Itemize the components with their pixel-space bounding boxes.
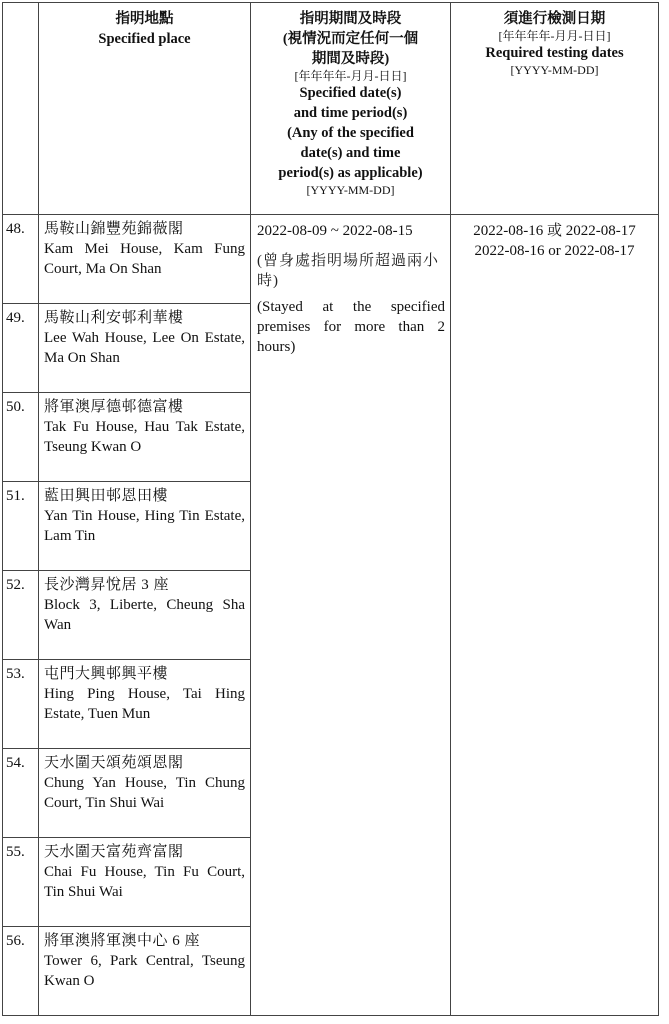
place-cell bbox=[39, 393, 251, 482]
table-row bbox=[3, 215, 659, 304]
header-testing bbox=[451, 3, 659, 215]
place-cell bbox=[39, 749, 251, 838]
row-number: 51. bbox=[3, 482, 39, 571]
row-number: 48. bbox=[3, 215, 39, 304]
testing-cell bbox=[451, 215, 659, 1016]
place-cell bbox=[39, 927, 251, 1016]
place-name-zh: 馬鞍山錦豐苑錦薇閣 bbox=[44, 221, 184, 237]
period-note-en: (Stayed at the specified premises for more than 2 hours) bbox=[257, 299, 445, 355]
header-number-column bbox=[3, 3, 39, 215]
header-testing-en: Required testing dates bbox=[485, 45, 624, 61]
header-period-en-4: date(s) and time bbox=[300, 145, 401, 161]
header-period-en-5: period(s) as applicable) bbox=[278, 165, 423, 181]
period-cell bbox=[251, 215, 451, 1016]
place-name-en: Yan Tin House, Hing Tin Estate, Lam Tin bbox=[44, 508, 245, 544]
header-period-format-en: [YYYY-MM-DD] bbox=[306, 183, 395, 197]
table-header-row bbox=[3, 3, 659, 215]
place-name-zh: 天水圍天富苑齊富閣 bbox=[44, 844, 184, 860]
header-testing-format-en: [YYYY-MM-DD] bbox=[510, 63, 599, 77]
row-number: 49. bbox=[3, 304, 39, 393]
place-name-en: Tower 6, Park Central, Tseung Kwan O bbox=[44, 953, 245, 989]
header-period-en-1: Specified date(s) bbox=[299, 85, 402, 101]
row-number: 55. bbox=[3, 838, 39, 927]
header-period-zh-1: 指明期間及時段 bbox=[299, 11, 402, 27]
place-name-en: Chung Yan House, Tin Chung Court, Tin Shui Wai bbox=[44, 775, 245, 811]
place-name-zh: 屯門大興邨興平樓 bbox=[44, 666, 169, 682]
testing-dates-en: 2022-08-16 or 2022-08-17 bbox=[474, 243, 635, 259]
place-name-en: Hing Ping House, Tai Hing Estate, Tuen Mun bbox=[44, 686, 245, 722]
header-period-format-zh: [年年年年-月月-日日] bbox=[294, 69, 407, 83]
place-name-zh: 將軍澳厚德邨德富樓 bbox=[44, 399, 184, 415]
row-number: 52. bbox=[3, 571, 39, 660]
place-name-en: Chai Fu House, Tin Fu Court, Tin Shui Wai bbox=[44, 864, 245, 900]
place-name-zh: 馬鞍山利安邨利華樓 bbox=[44, 310, 184, 326]
place-cell bbox=[39, 838, 251, 927]
header-period-zh-2: (視情況而定任何一個 bbox=[282, 31, 419, 47]
header-period bbox=[251, 3, 451, 215]
row-number: 54. bbox=[3, 749, 39, 838]
place-cell bbox=[39, 571, 251, 660]
place-cell bbox=[39, 482, 251, 571]
header-testing-format-zh: [年年年年-月月-日日] bbox=[498, 29, 611, 43]
place-name-en: Lee Wah House, Lee On Estate, Ma On Shan bbox=[44, 330, 245, 366]
place-name-en: Kam Mei House, Kam Fung Court, Ma On Shan bbox=[44, 241, 245, 277]
place-cell bbox=[39, 304, 251, 393]
header-testing-zh: 須進行檢測日期 bbox=[503, 11, 606, 27]
place-cell bbox=[39, 660, 251, 749]
place-name-zh: 將軍澳將軍澳中心 6 座 bbox=[44, 933, 201, 949]
place-cell bbox=[39, 215, 251, 304]
header-period-en-3: (Any of the specified bbox=[287, 125, 414, 141]
testing-dates-zh: 2022-08-16 或 2022-08-17 bbox=[473, 223, 636, 239]
row-number: 53. bbox=[3, 660, 39, 749]
place-name-zh: 藍田興田邨恩田樓 bbox=[44, 488, 169, 504]
row-number: 56. bbox=[3, 927, 39, 1016]
place-name-en: Tak Fu House, Hau Tak Estate, Tseung Kwan O bbox=[44, 419, 245, 455]
header-place bbox=[39, 3, 251, 215]
header-place-zh: 指明地點 bbox=[115, 11, 174, 27]
place-name-en: Block 3, Liberte, Cheung Sha Wan bbox=[44, 597, 245, 633]
period-note-zh: (曾身處指明場所超過兩小時) bbox=[257, 253, 439, 289]
header-period-zh-3: 期間及時段) bbox=[311, 51, 390, 67]
header-period-en-2: and time period(s) bbox=[293, 105, 408, 121]
place-name-zh: 天水圍天頌苑頌恩閣 bbox=[44, 755, 184, 771]
header-place-en: Specified place bbox=[98, 31, 191, 47]
period-range: 2022-08-09 ~ 2022-08-15 bbox=[257, 223, 413, 239]
place-name-zh: 長沙灣昇悅居 3 座 bbox=[44, 577, 170, 593]
row-number: 50. bbox=[3, 393, 39, 482]
specified-places-table bbox=[2, 2, 659, 1016]
